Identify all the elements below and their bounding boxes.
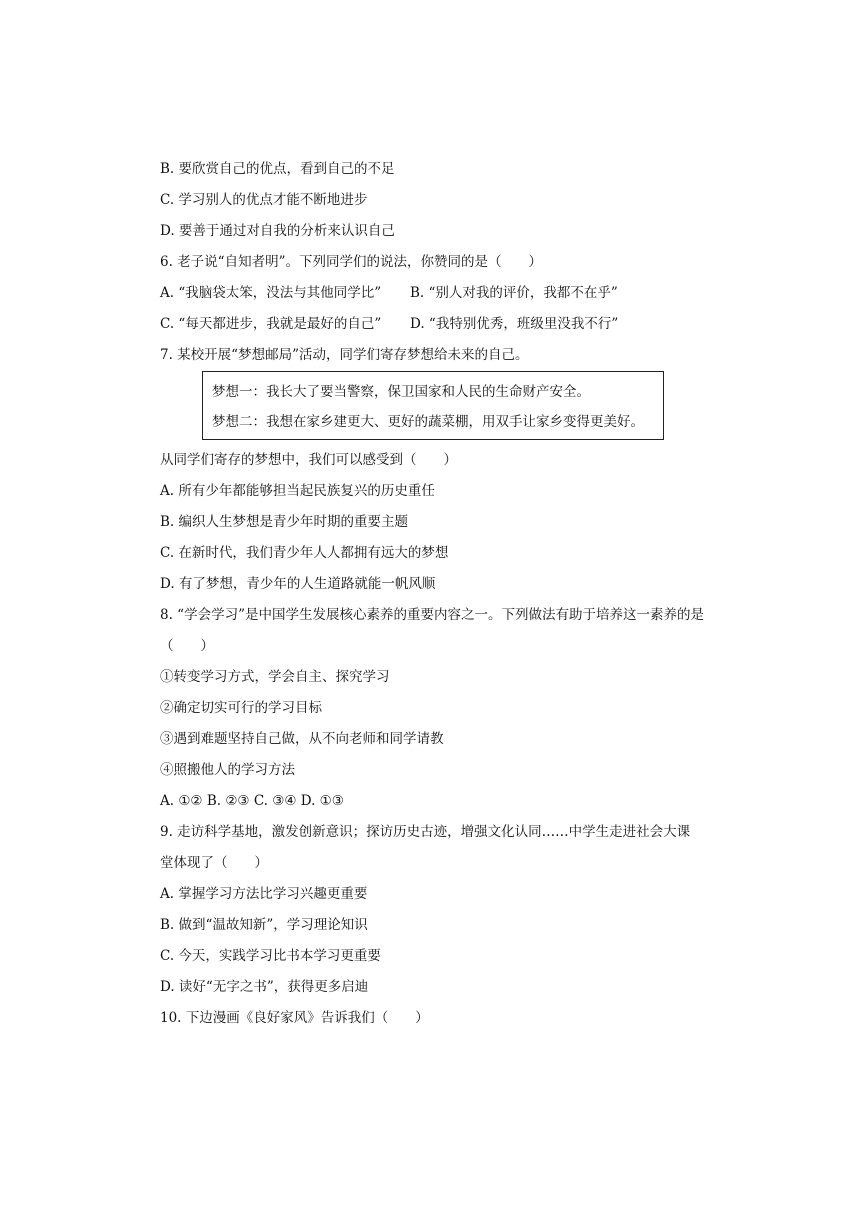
q5-option-c: C. 学习别人的优点才能不断地进步	[160, 192, 368, 208]
q6-option-b: B. “别人对我的评价，我都不在乎”	[410, 285, 618, 301]
q9-option-b: B. 做到“温故知新”，学习理论知识	[160, 917, 368, 933]
q8-statement-3: ③遇到难题坚持自己做，从不向老师和同学请教	[160, 731, 444, 747]
q9-option-d: D. 读好“无字之书”，获得更多启迪	[160, 979, 369, 995]
q6-option-c: C. “每天都进步，我就是最好的自己”	[160, 316, 382, 332]
q7-dream-two: 梦想二：我想在家乡建更大、更好的蔬菜棚，用双手让家乡变得更美好。	[212, 414, 644, 430]
q7-stem: 7. 某校开展“梦想邮局”活动，同学们寄存梦想给未来的自己。	[160, 347, 529, 363]
q10-stem: 10. 下边漫画《良好家风》告诉我们（ ）	[160, 1010, 429, 1026]
q5-option-b: B. 要欣赏自己的优点，看到自己的不足	[160, 161, 395, 177]
q7-option-a: A. 所有少年都能够担当起民族复兴的历史重任	[160, 483, 435, 499]
q8-statement-2: ②确定切实可行的学习目标	[160, 700, 322, 716]
q8-options: A. ①② B. ②③ C. ③④ D. ①③	[160, 793, 344, 809]
q9-option-c: C. 今天，实践学习比书本学习更重要	[160, 948, 381, 964]
q7-dream-box	[202, 371, 664, 440]
q8-statement-1: ①转变学习方式，学会自主、探究学习	[160, 669, 390, 685]
q5-option-d: D. 要善于通过对自我的分析来认识自己	[160, 223, 395, 239]
q8-statement-4: ④照搬他人的学习方法	[160, 762, 295, 778]
q7-dream-one: 梦想一：我长大了要当警察，保卫国家和人民的生命财产安全。	[212, 384, 590, 400]
q8-answer-paren: （ ）	[160, 638, 214, 654]
q6-stem: 6. 老子说“自知者明”。下列同学们的说法，你赞同的是（ ）	[160, 254, 542, 270]
q9-stem-line-1: 9. 走访科学基地，激发创新意识；探访历史古迹，增强文化认同……中学生走进社会大课	[160, 824, 691, 840]
q9-option-a: A. 掌握学习方法比学习兴趣更重要	[160, 886, 368, 902]
q7-option-b: B. 编织人生梦想是青少年时期的重要主题	[160, 514, 409, 530]
q7-question: 从同学们寄存的梦想中，我们可以感受到（ ）	[160, 452, 457, 468]
q6-option-a: A. “我脑袋太笨，没法与其他同学比”	[160, 285, 382, 301]
q7-option-d: D. 有了梦想，青少年的人生道路就能一帆风顺	[160, 576, 436, 592]
q9-stem-line-2: 堂体现了（ ）	[160, 855, 268, 871]
q7-option-c: C. 在新时代，我们青少年人人都拥有远大的梦想	[160, 545, 449, 561]
q8-stem: 8. “学会学习”是中国学生发展核心素养的重要内容之一。下列做法有助于培养这一素养的是	[160, 607, 704, 623]
q6-option-d: D. “我特别优秀，班级里没我不行”	[410, 316, 619, 332]
